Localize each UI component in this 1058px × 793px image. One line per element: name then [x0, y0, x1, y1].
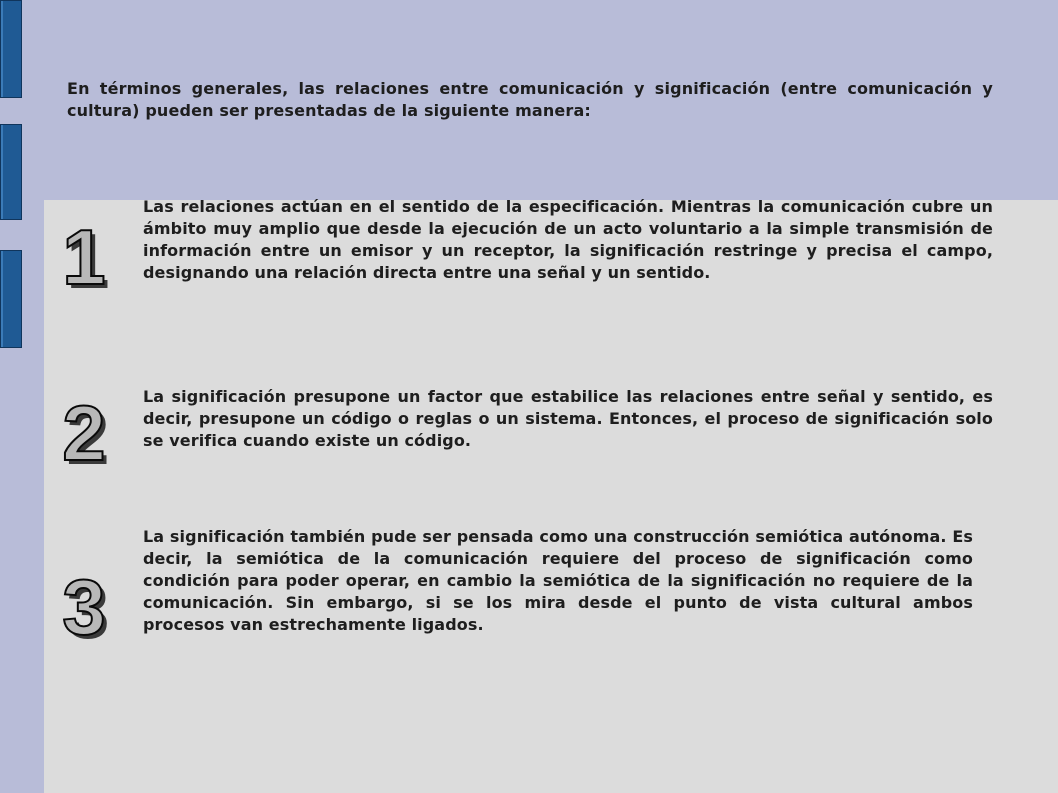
- point-number-2: 2: [62, 389, 106, 477]
- side-bar-decoration: [0, 124, 22, 220]
- side-bar-decoration: [0, 0, 22, 98]
- point-text-1: Las relaciones actúan en el sentido de la especificación. Mientras la comunicación cubre un ámbito muy amplio que desde la ejecución de un acto voluntario a la simple transmisión de información entre un emisor y un receptor, la significación restringe y precisa el campo, designando una relación directa entre una señal y un sentido.: [143, 197, 993, 282]
- point-number-3: 3: [62, 563, 106, 651]
- point-number-1: 1: [62, 213, 106, 301]
- point-text-3: La significación también pude ser pensada como una construcción semiótica autónoma. Es decir, la semiótica de la comunicación requiere del proceso de significación como condición para poder operar, en cambio la semiótica de la significación no requiere de la comunicación. Sin embargo, si se los mira desde el punto de vista cultural ambos procesos van estrechamente ligados.: [143, 527, 973, 634]
- intro-paragraph: En términos generales, las relaciones entre comunicación y significación (entre comunicación y cultura) pueden ser presentadas de la siguiente manera:: [67, 79, 993, 120]
- side-bar-decoration: [0, 250, 22, 348]
- point-text-2: La significación presupone un factor que estabilice las relaciones entre señal y sentido, es decir, presupone un código o reglas o un sistema. Entonces, el proceso de significación solo se verifica cuando existe un código.: [143, 387, 993, 450]
